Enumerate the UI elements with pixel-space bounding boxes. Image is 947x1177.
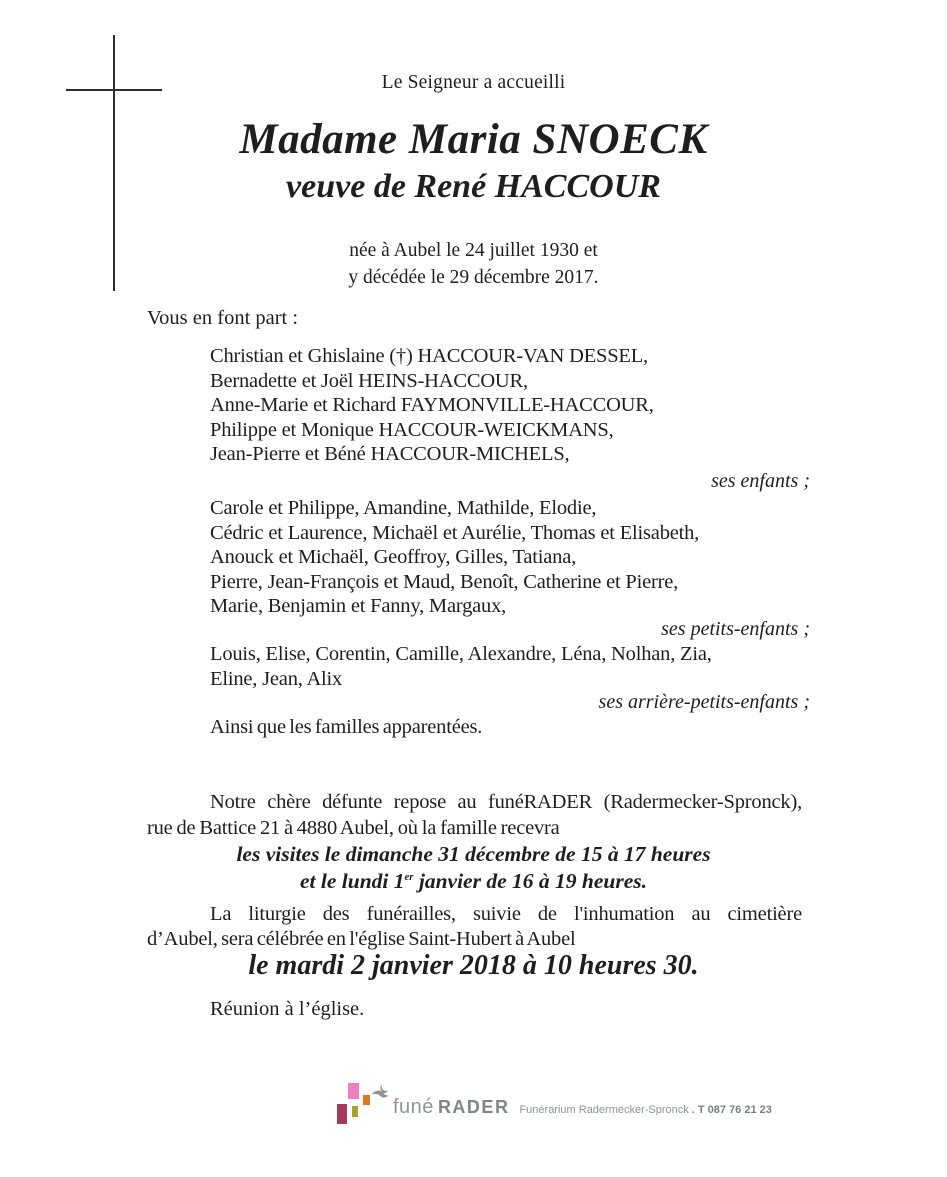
great-grandchildren-label: ses arrière-petits-enfants ; <box>598 691 810 713</box>
list-item: Jean-Pierre et Béné HACCOUR-MICHELS, <box>210 443 570 465</box>
list-item: Carole et Philippe, Amandine, Mathilde, Elodie, <box>210 497 597 519</box>
liturgy-line1: La liturgie des funérailles, suivie de l'inhumation au cimetière <box>210 903 802 925</box>
birth-line: née à Aubel le 24 juillet 1930 et <box>349 240 598 261</box>
list-item: Anouck et Michaël, Geoffroy, Gilles, Tatiana, <box>210 546 577 568</box>
logo-olive-square <box>352 1106 358 1117</box>
great-grandchildren-list <box>210 642 712 691</box>
logo-text-row <box>393 1096 772 1119</box>
visits-line2-ordinal: er <box>404 870 414 883</box>
reunion-line: Réunion à l’église. <box>210 998 365 1020</box>
logo-pink-square <box>348 1083 359 1099</box>
repose-line1: Notre chère défunte repose au funéRADER (Radermecker-Spronck), <box>210 791 802 813</box>
list-item: Cédric et Laurence, Michaël et Aurélie, Thomas et Elisabeth, <box>210 521 700 544</box>
list-item: Anne-Marie et Richard FAYMONVILLE-HACCOUR, <box>210 394 654 416</box>
list-item: Philippe et Monique HACCOUR-WEICKMANS, <box>210 418 614 441</box>
families-line: Ainsi que les familles apparentées. <box>210 716 483 738</box>
funeral-date-line: le mardi 2 janvier 2018 à 10 heures 30. <box>248 950 699 981</box>
list-item: Eline, Jean, Alix <box>210 667 343 690</box>
funeral-home-tagline: Funérarium Radermecker-Spronck <box>519 1104 689 1116</box>
brand-name-light: funé <box>393 1096 434 1118</box>
visits-block <box>0 841 947 895</box>
phone-number: T 087 76 21 23 <box>697 1104 772 1116</box>
death-line: y décédée le 29 décembre 2017. <box>348 266 599 288</box>
visits-line1: les visites le dimanche 31 décembre de 15 à 17 heures <box>236 842 711 866</box>
funeral-home-logo <box>337 1083 772 1128</box>
tagline-separator: . <box>691 1104 695 1116</box>
repose-line2: rue de Battice 21 à 4880 Aubel, où la famille recevra <box>147 817 560 839</box>
list-item: Christian et Ghislaine (†) HACCOUR-VAN DESSEL, <box>210 345 648 367</box>
visits-line2 <box>0 868 947 895</box>
birth-death-block <box>0 238 947 291</box>
children-label: ses enfants ; <box>711 470 810 492</box>
deceased-name: Madame Maria SNOECK <box>239 116 708 163</box>
dove-icon <box>368 1084 391 1102</box>
grandchildren-list <box>210 496 699 619</box>
opening-line: Le Seigneur a accueilli <box>381 72 566 93</box>
brand-name-bold: RADER <box>437 1097 510 1117</box>
list-item: Marie, Benjamin et Fanny, Margaux, <box>210 595 507 617</box>
list-item: Bernadette et Joël HEINS-HACCOUR, <box>210 369 528 392</box>
widow-line: veuve de René HACCOUR <box>286 168 661 205</box>
list-item: Pierre, Jean-François et Maud, Benoît, Catherine et Pierre, <box>210 570 679 593</box>
visits-line2-post: janvier de 16 à 19 heures. <box>413 869 647 893</box>
list-item: Louis, Elise, Corentin, Camille, Alexandre, Léna, Nolhan, Zia, <box>210 643 712 665</box>
visits-line2-pre: et le lundi 1 <box>299 869 405 893</box>
announcement-intro: Vous en font part : <box>147 307 299 329</box>
logo-maroon-square <box>337 1104 347 1124</box>
liturgy-line2: d’Aubel, sera célébrée en l'église Saint-Hubert à Aubel <box>147 928 576 950</box>
children-list <box>210 344 654 467</box>
grandchildren-label: ses petits-enfants ; <box>661 618 810 640</box>
